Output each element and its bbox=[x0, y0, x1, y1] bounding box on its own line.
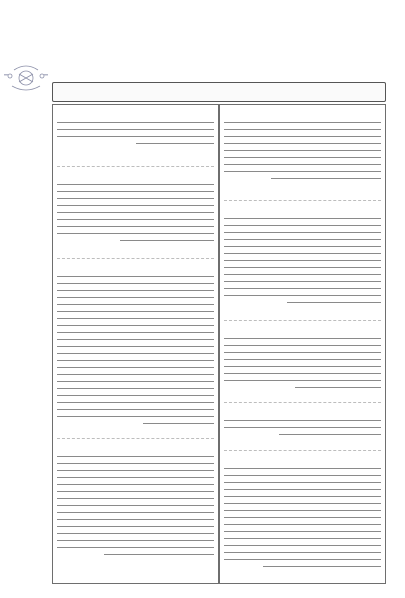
text-placeholder-lines bbox=[224, 119, 381, 182]
text-placeholder-lines bbox=[57, 119, 214, 147]
answer-block bbox=[57, 167, 214, 259]
left-answer-column bbox=[52, 104, 219, 584]
page-header bbox=[52, 82, 386, 102]
answer-block bbox=[224, 201, 381, 321]
text-placeholder-lines bbox=[224, 465, 381, 570]
text-placeholder-lines bbox=[57, 453, 214, 558]
text-placeholder-lines bbox=[224, 417, 381, 438]
text-placeholder-lines bbox=[224, 215, 381, 306]
answer-block bbox=[224, 403, 381, 451]
answer-block bbox=[57, 105, 214, 167]
text-placeholder-lines bbox=[57, 273, 214, 427]
answer-block bbox=[224, 451, 381, 583]
right-answer-column bbox=[219, 104, 386, 584]
answer-block bbox=[224, 321, 381, 403]
answer-block bbox=[224, 105, 381, 201]
text-placeholder-lines bbox=[224, 335, 381, 391]
answer-block bbox=[57, 259, 214, 439]
decorative-logo-icon bbox=[2, 62, 50, 96]
text-placeholder-lines bbox=[57, 181, 214, 244]
answer-block bbox=[57, 439, 214, 583]
